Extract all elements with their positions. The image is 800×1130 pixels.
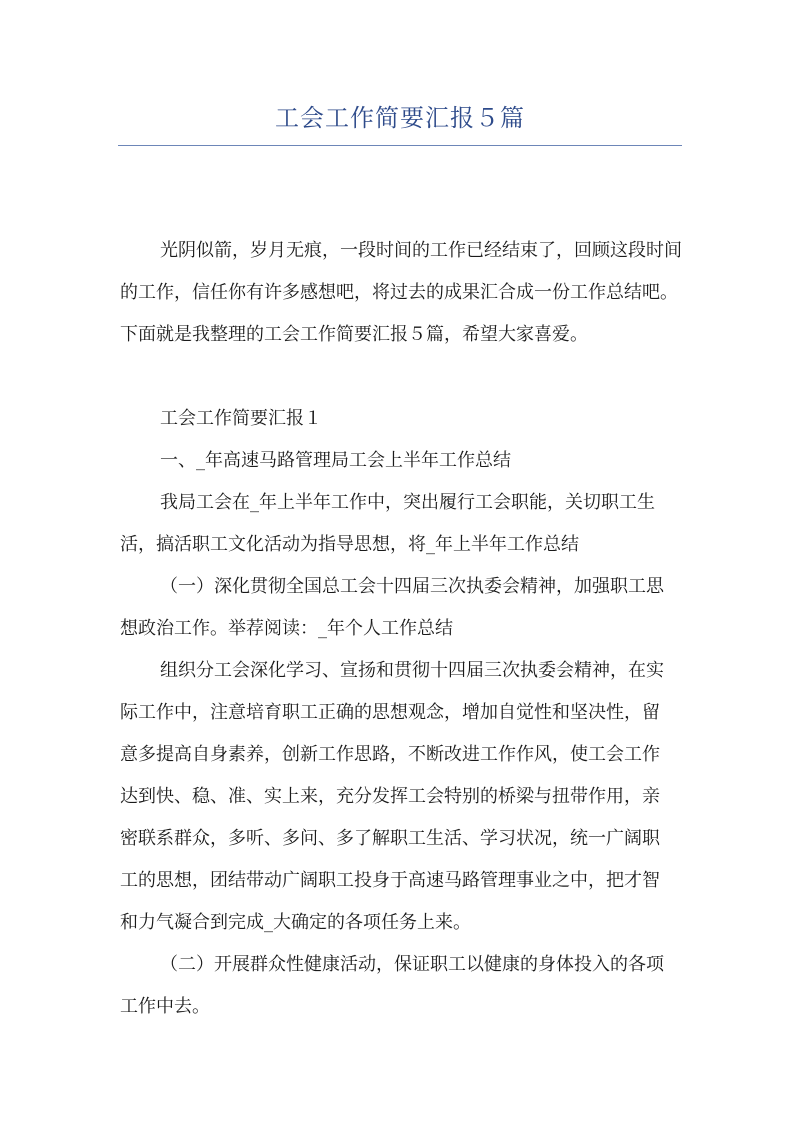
paragraph-line: 活，搞活职工文化活动为指导思想，将_年上半年工作总结 xyxy=(120,534,579,555)
paragraph-line: 想政治工作。举荐阅读：_年个人工作总结 xyxy=(120,618,453,639)
paragraph-line: （二）开展群众性健康活动，保证职工以健康的身体投入的各项 xyxy=(160,954,664,975)
item-1 xyxy=(120,566,686,650)
paragraph-line: 和力气凝合到完成_大确定的各项任务上来。 xyxy=(120,912,471,933)
paragraph-line: 组织分工会深化学习、宣扬和贯彻十四届三次执委会精神，在实 xyxy=(160,660,664,681)
subheading: 一、_年高速马路管理局工会上半年工作总结 xyxy=(160,450,511,471)
paragraph-2 xyxy=(120,650,686,944)
intro-line: 下面就是我整理的工会工作简要汇报５篇，希望大家喜爱。 xyxy=(120,324,588,345)
intro-paragraph xyxy=(120,230,686,356)
page-title: 工会工作简要汇报５篇 xyxy=(275,104,525,132)
paragraph-line: （一）深化贯彻全国总工会十四届三次执委会精神，加强职工思 xyxy=(160,576,664,597)
title-divider xyxy=(118,145,682,146)
paragraph-line: 工作中去。 xyxy=(120,996,210,1017)
section-heading: 工会工作简要汇报１ xyxy=(160,408,322,429)
paragraph-1 xyxy=(120,482,686,566)
item-2 xyxy=(120,944,686,1028)
paragraph-line: 工的思想，团结带动广阔职工投身于高速马路管理事业之中，把才智 xyxy=(120,870,660,891)
paragraph-line: 际工作中，注意培育职工正确的思想观念，增加自觉性和坚决性，留 xyxy=(120,702,660,723)
report-section xyxy=(120,398,686,1028)
paragraph-line: 密联系群众，多听、多问、多了解职工生活、学习状况，统一广阔职 xyxy=(120,828,660,849)
paragraph-line: 我局工会在_年上半年工作中，突出履行工会职能，关切职工生 xyxy=(160,492,655,513)
paragraph-line: 达到快、稳、准、实上来，充分发挥工会特别的桥梁与扭带作用，亲 xyxy=(120,786,660,807)
intro-line: 的工作，信任你有许多感想吧，将过去的成果汇合成一份工作总结吧。 xyxy=(120,282,678,303)
intro-line: 光阴似箭，岁月无痕，一段时间的工作已经结束了，回顾这段时间 xyxy=(160,240,682,261)
paragraph-line: 意多提高自身素养，创新工作思路，不断改进工作作风，使工会工作 xyxy=(120,744,660,765)
